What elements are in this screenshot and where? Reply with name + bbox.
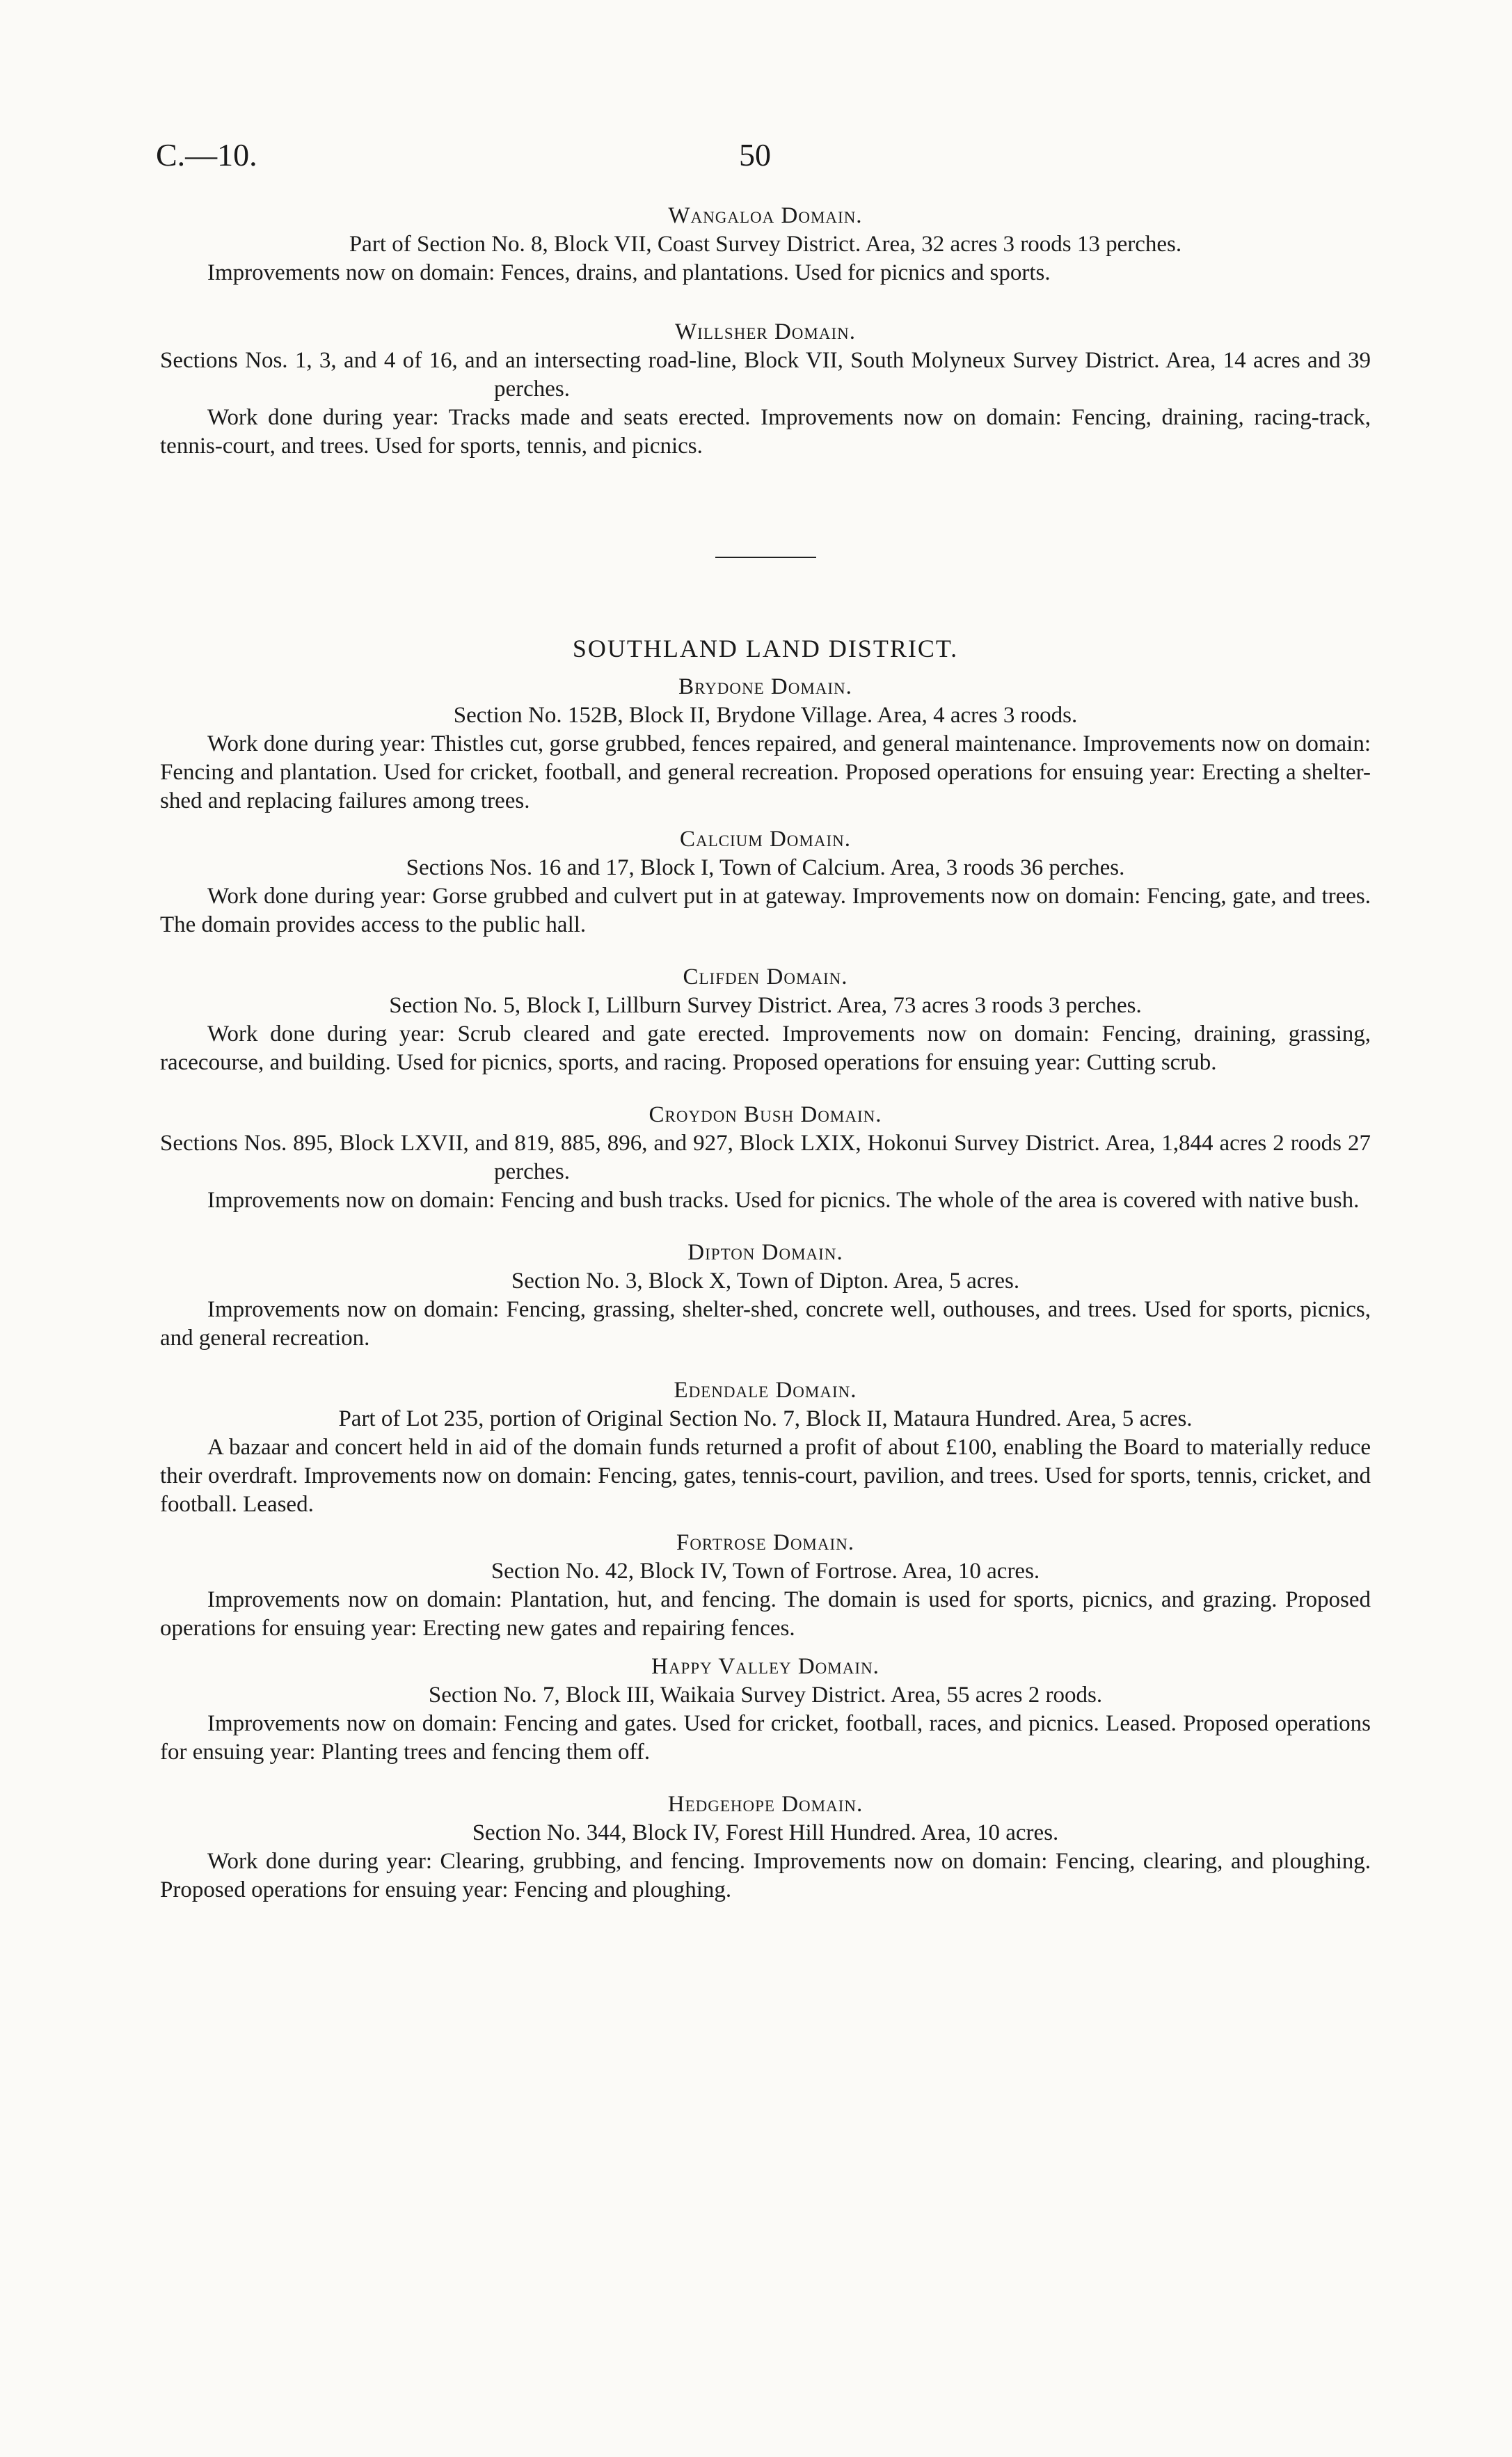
domain-description: Section No. 344, Block IV, Forest Hill Hundred. Area, 10 acres. (472, 1820, 1059, 1845)
domain-entry-willsher (160, 318, 1371, 461)
domain-entry-croydon-bush (160, 1101, 1371, 1215)
domain-body: Work done during year: Tracks made and seats erected. Improvements now on domain: Fencing, draining, racing-track, tennis-court, and trees. Used for sports, tennis, and picnics. (160, 405, 1371, 459)
domain-body: Work done during year: Scrub cleared and gate erected. Improvements now on domain: Fencing, draining, grassing, racecourse, and building. Used for picnics, sports, and racing. Proposed operations for ensuing year: Cutting scrub. (160, 1021, 1371, 1075)
domain-title: Croydon Bush Domain. (648, 1102, 882, 1127)
domain-entry-calcium (160, 825, 1371, 939)
district-title: SOUTHLAND LAND DISTRICT. (572, 635, 959, 662)
domain-description: Section No. 7, Block III, Waikaia Survey District. Area, 55 acres 2 roods. (428, 1683, 1103, 1708)
domain-body: Improvements now on domain: Fencing and bush tracks. Used for picnics. The whole of the area is covered with native bush. (207, 1188, 1360, 1213)
domain-description: Sections Nos. 1, 3, and 4 of 16, and an intersecting road-line, Block VII, South Molyneux Survey District. Area, 14 acres and 39 perches. (160, 348, 1371, 401)
domain-description: Section No. 42, Block IV, Town of Fortrose. Area, 10 acres. (491, 1559, 1040, 1584)
domain-entry-fortrose (160, 1529, 1371, 1643)
domain-body: Work done during year: Thistles cut, gorse grubbed, fences repaired, and general maintenance. Improvements now on domain: Fencing and plantation. Used for cricket, football, and general recreation. Proposed operations for ensuing year: Erecting a shelter-shed and replacing failures among trees. (160, 731, 1371, 813)
domain-body: Work done during year: Clearing, grubbing, and fencing. Improvements now on domain: Fencing, clearing, and ploughing. Proposed operations for ensuing year: Fencing and ploughing. (160, 1849, 1371, 1902)
domain-entry-hedgehope (160, 1790, 1371, 1905)
domain-body: Work done during year: Gorse grubbed and culvert put in at gateway. Improvements now on domain: Fencing, gate, and trees. The domain provides access to the public hall. (160, 884, 1371, 937)
domain-description: Section No. 5, Block I, Lillburn Survey District. Area, 73 acres 3 roods 3 perches. (389, 993, 1142, 1018)
domain-body: Improvements now on domain: Fencing, grassing, shelter-shed, concrete well, outhouses, and trees. Used for sports, picnics, and general recreation. (160, 1297, 1371, 1351)
domain-description: Section No. 3, Block X, Town of Dipton. Area, 5 acres. (511, 1269, 1020, 1294)
page-content (160, 202, 1371, 1905)
domain-description: Part of Lot 235, portion of Original Section No. 7, Block II, Mataura Hundred. Area, 5 acres. (338, 1406, 1193, 1431)
domain-title: Edendale Domain. (674, 1378, 857, 1403)
domain-title: Fortrose Domain. (676, 1530, 855, 1555)
domain-body: Improvements now on domain: Plantation, hut, and fencing. The domain is used for sports, picnics, and grazing. Proposed operations for ensuing year: Erecting new gates and repairing fences. (160, 1587, 1371, 1641)
domain-entry-brydone (160, 673, 1371, 816)
domain-title: Hedgehope Domain. (667, 1792, 864, 1817)
domain-title: Clifden Domain. (683, 964, 848, 989)
domain-description: Part of Section No. 8, Block VII, Coast Survey District. Area, 32 acres 3 roods 13 perches. (349, 232, 1182, 257)
domain-body: A bazaar and concert held in aid of the domain funds returned a profit of about £100, enabling the Board to materially reduce their overdraft. Improvements now on domain: Fencing, gates, tennis-court, pavilion, and trees. Used for sports, tennis, cricket, and football. Leased. (160, 1435, 1371, 1517)
domain-entry-edendale (160, 1376, 1371, 1519)
domain-entry-wangaloa (160, 202, 1371, 287)
domain-title: Wangaloa Domain. (668, 203, 863, 228)
domain-title: Calcium Domain. (679, 827, 851, 852)
domain-body: Improvements now on domain: Fences, drains, and plantations. Used for picnics and sports. (207, 260, 1051, 285)
domain-title: Willsher Domain. (675, 319, 856, 344)
domain-title: Dipton Domain. (687, 1240, 843, 1265)
document-reference: C.—10. (156, 137, 257, 173)
domain-entry-happy-valley (160, 1653, 1371, 1767)
domain-description: Section No. 152B, Block II, Brydone Village. Area, 4 acres 3 roods. (453, 703, 1078, 728)
domain-entry-clifden (160, 963, 1371, 1077)
domain-title: Happy Valley Domain. (651, 1654, 880, 1679)
domain-body: Improvements now on domain: Fencing and gates. Used for cricket, football, races, and picnics. Leased. Proposed operations for ensuing year: Planting trees and fencing them off. (160, 1711, 1371, 1765)
domain-description: Sections Nos. 895, Block LXVII, and 819, 885, 896, and 927, Block LXIX, Hokonui Survey District. Area, 1,844 acres 2 roods 27 perches. (160, 1131, 1371, 1184)
domain-title: Brydone Domain. (678, 674, 852, 699)
section-divider (715, 557, 816, 558)
domain-description: Sections Nos. 16 and 17, Block I, Town of Calcium. Area, 3 roods 36 perches. (406, 855, 1125, 880)
domain-entry-dipton (160, 1239, 1371, 1353)
page-number: 50 (739, 137, 771, 173)
